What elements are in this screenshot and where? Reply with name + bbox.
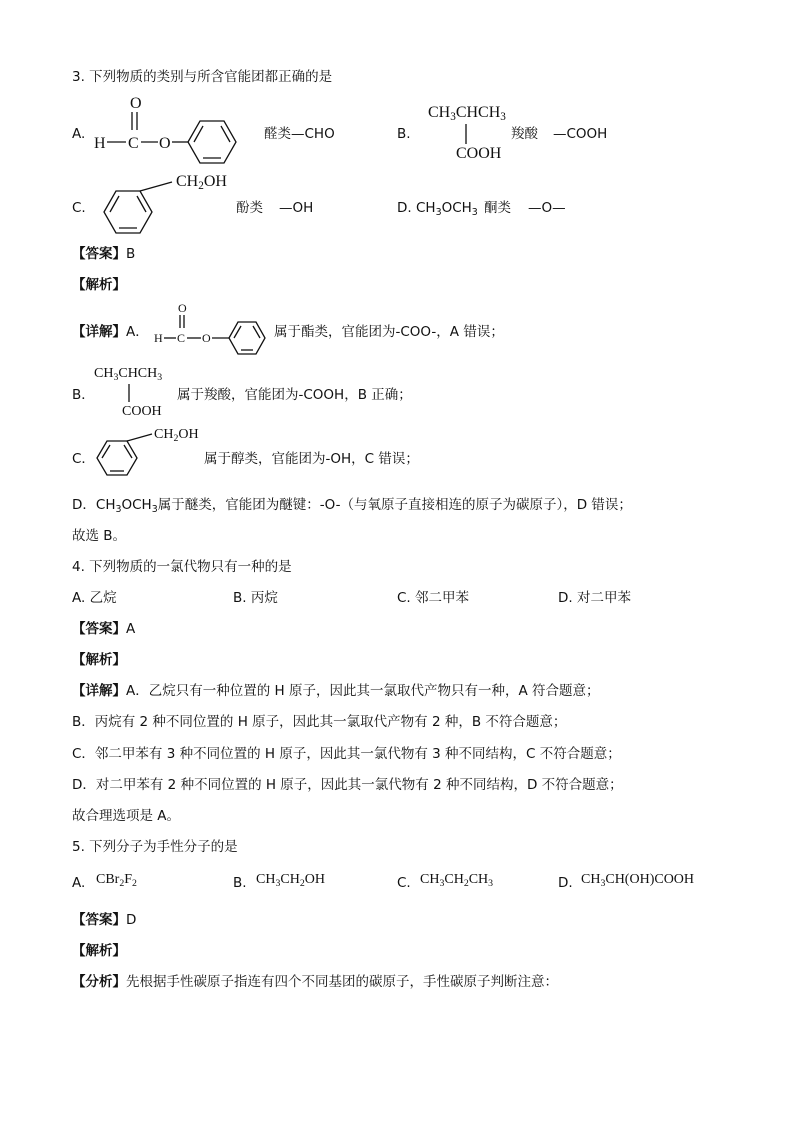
q4-answer: 【答案】A: [72, 621, 136, 637]
q3-exp-c-text: 属于醇类，官能团为-OH，C 错误；: [204, 451, 419, 467]
q3-option-b-letter: B.: [397, 126, 411, 142]
q3-option-a-structure: [90, 92, 260, 172]
hydrogen-atom: H: [94, 135, 106, 152]
q4-line-a: 【详解】A．乙烷只有一种位置的 H 原子，因此其一氯取代产物只有一种，A 符合题意；: [72, 683, 600, 699]
q5-option-b-formula: $CH_3CH_2OH$: [256, 872, 325, 889]
q3-option-a-letter: A.: [72, 126, 86, 142]
benzene-ring: [188, 121, 236, 163]
q3-option-a-category: 醛类—CHO: [264, 126, 335, 142]
q5-option-a-letter: A.: [72, 875, 86, 891]
q3-exp-b-bond: [125, 382, 135, 404]
q3-exp-c-prefix: C．: [72, 451, 95, 467]
q3-option-c-category: 酚类: [236, 200, 263, 216]
carbonyl-oxygen: O: [130, 95, 142, 112]
q3-option-b-group: —COOH: [553, 126, 608, 142]
q3-exp-b-top-formula: $CH_3CHCH_3$: [94, 366, 163, 383]
carbon-atom: C: [128, 135, 139, 152]
q5-stem: 5. 下列分子为手性分子的是: [72, 839, 238, 855]
q5-fenxi: 【分析】先根据手性碳原子指连有四个不同基团的碳原子，手性碳原子判断注意：: [72, 974, 558, 990]
q3-option-b-bond: [462, 122, 472, 146]
q3-option-b-category: 羧酸: [511, 126, 538, 142]
q4-line-d: D．对二甲苯有 2 种不同位置的 H 原子，因此其一氯代物有 2 种不同结构，D 不符合题意；: [72, 777, 623, 793]
q3-conclusion: 故选 B。: [72, 528, 127, 544]
q3-answer: 【答案】B: [72, 246, 136, 262]
q5-option-d-formula: $CH_3CH(OH)COOH$: [581, 872, 695, 889]
benzene-ring: [104, 191, 152, 233]
q4-conclusion: 故合理选项是 A。: [72, 808, 181, 824]
q3-exp-a-structure: [150, 300, 280, 360]
q3-option-d-fg: —O—: [528, 200, 566, 216]
q3-exp-a-text: 属于酯类，官能团为-COO-，A 错误；: [274, 324, 504, 340]
q4-option-d: D. 对二甲苯: [558, 590, 631, 606]
q3-exp-b-text: 属于羧酸，官能团为-COOH，B 正确；: [177, 387, 412, 403]
carbon-atom: C: [177, 331, 186, 345]
q3-analysis-label: 【解析】: [72, 277, 126, 293]
q4-line-b: B．丙烷有 2 种不同位置的 H 原子，因此其一氯取代产物有 2 种，B 不符合题意；: [72, 714, 567, 730]
q4-stem: 4. 下列物质的一氯代物只有一种的是: [72, 559, 292, 575]
q3-option-c-fg: —OH: [279, 200, 314, 216]
q3-option-c-group: $CH_2OH$: [176, 173, 227, 192]
q5-option-d-letter: D.: [558, 875, 573, 891]
q5-option-b-letter: B.: [233, 875, 247, 891]
q3-option-d-category: 酮类: [484, 200, 511, 216]
q4-line-c: C．邻二甲苯有 3 种不同位置的 H 原子，因此其一氯代物有 3 种不同结构，C 不符合题意；: [72, 746, 621, 762]
q3-exp-b-prefix: B．: [72, 387, 95, 403]
q3-exp-c-group: $CH_2OH$: [154, 427, 199, 444]
q5-analysis-label: 【解析】: [72, 943, 126, 959]
ester-oxygen: O: [159, 135, 171, 152]
q5-option-a-formula: $CBr_2F_2$: [96, 872, 137, 889]
q4-option-c: C. 邻二甲苯: [397, 590, 470, 606]
q3-stem: 3. 下列物质的类别与所含官能团都正确的是: [72, 69, 333, 85]
q5-option-c-letter: C.: [397, 875, 411, 891]
q4-analysis-label: 【解析】: [72, 652, 126, 668]
q3-exp-b-bottom-formula: COOH: [122, 404, 162, 419]
q3-option-d-formula: D. $CH_3OCH_3$: [397, 200, 478, 218]
q5-answer: 【答案】D: [72, 912, 137, 928]
ester-oxygen: O: [202, 331, 211, 345]
benzene-ring: [97, 441, 137, 475]
carbonyl-oxygen: O: [178, 301, 187, 315]
q4-option-a: A. 乙烷: [72, 590, 117, 606]
q3-exp-d: D．$CH_3OCH_3$属于醚类，官能团为醚键：-O-（与氧原子直接相连的原子为碳原子），D 错误；: [72, 497, 632, 515]
hydrogen-atom: H: [154, 331, 163, 345]
q3-option-b-top-formula: $CH_3CHCH_3$: [428, 104, 506, 123]
q3-option-b-bottom-formula: COOH: [456, 145, 502, 162]
q5-option-c-formula: $CH_3CH_2CH_3$: [420, 872, 494, 889]
q3-option-c-letter: C.: [72, 200, 86, 216]
q4-option-b: B. 丙烷: [233, 590, 278, 606]
q3-exp-a-prefix: 【详解】A．: [72, 324, 149, 340]
